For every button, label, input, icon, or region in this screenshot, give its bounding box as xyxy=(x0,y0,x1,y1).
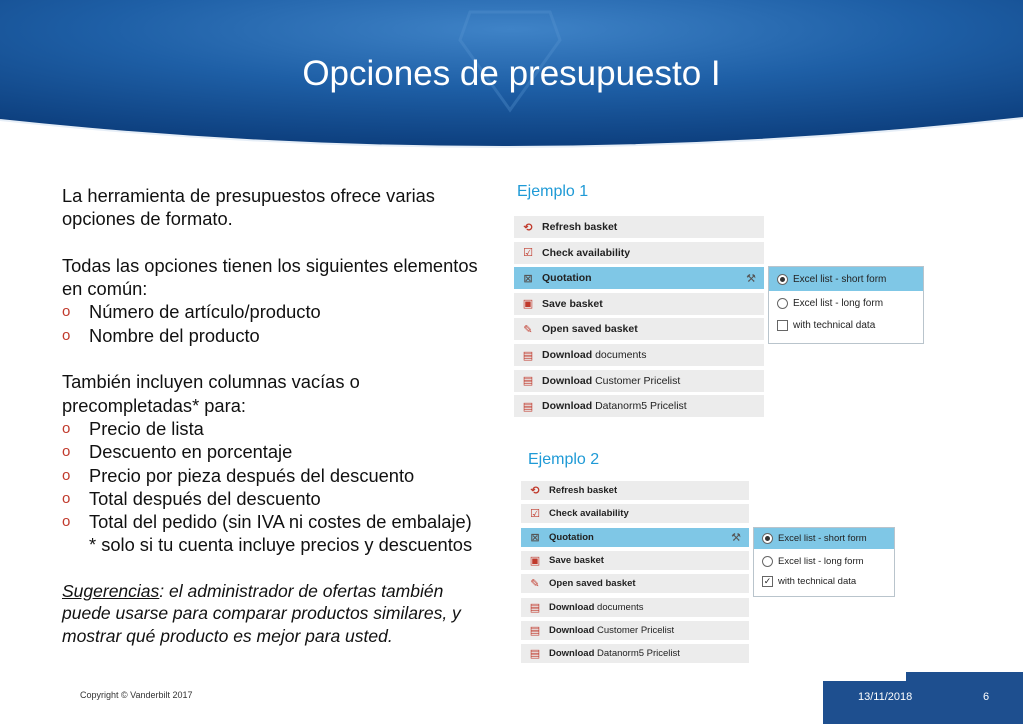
menu-item-label-suffix: documents xyxy=(594,601,644,613)
list-item: o Total del pedido (sin IVA ni costes de embalaje) xyxy=(62,511,472,533)
list-item: o Precio por pieza después del descuento xyxy=(62,464,415,486)
slide-title: Opciones de presupuesto I xyxy=(302,54,721,93)
document-icon: ▤ xyxy=(529,601,541,614)
option-label: Excel list - long form xyxy=(793,297,884,309)
slide-header xyxy=(0,0,1023,160)
quotation-icon: ⊠ xyxy=(530,531,540,544)
menu-item-download-datanorm5-pricelist[interactable] xyxy=(514,395,764,417)
radio-option[interactable] xyxy=(769,293,923,313)
menu-item-label-suffix: Datanorm5 Pricelist xyxy=(594,648,680,660)
wrench-icon: ✎ xyxy=(523,323,533,336)
example-1-label: Ejemplo 1 xyxy=(517,183,589,200)
option-label: with technical data xyxy=(778,575,857,587)
footer-bar xyxy=(823,681,1023,724)
menu-item-refresh-basket[interactable] xyxy=(521,481,749,500)
menu-item-save-basket[interactable] xyxy=(521,551,749,570)
example-1-submenu xyxy=(768,266,924,344)
tip-text: : el administrador de ofertas también puede usarse para comparar productos similares, y mostrar qué producto es mejor para usted. xyxy=(62,581,461,646)
menu-item-download-documents[interactable] xyxy=(514,344,764,366)
menu-item-label: Download xyxy=(549,648,595,660)
document-icon: ▤ xyxy=(522,349,534,362)
document-icon: ▤ xyxy=(522,400,534,413)
menu-item-quotation[interactable] xyxy=(521,528,749,547)
radio-option[interactable] xyxy=(769,267,923,291)
radio-option[interactable] xyxy=(754,528,894,549)
save-icon: ▣ xyxy=(522,298,534,311)
menu-item-check-availability[interactable] xyxy=(521,504,749,523)
radio-button-icon[interactable] xyxy=(762,533,773,544)
menu-item-label: Download xyxy=(549,601,595,613)
menu-item-label: Quotation xyxy=(549,531,594,543)
menu-item-label-suffix: Customer Pricelist xyxy=(592,374,681,387)
menu-item-label-suffix: Customer Pricelist xyxy=(594,624,675,636)
menu-item-open-saved-basket[interactable] xyxy=(514,318,764,340)
copyright: Copyright © Vanderbilt 2017 xyxy=(80,690,193,700)
menu-item-label: Download xyxy=(542,374,593,387)
footnote: * solo si tu cuenta incluye precios y descuentos xyxy=(89,534,473,556)
menu-item-label: Save basket xyxy=(549,554,604,566)
page-number: 6 xyxy=(983,691,990,703)
example-2-label: Ejemplo 2 xyxy=(528,451,600,468)
menu-item-label: Refresh basket xyxy=(549,485,618,496)
menu-item-open-saved-basket[interactable] xyxy=(521,574,749,593)
menu-item-download-datanorm5-pricelist[interactable] xyxy=(521,644,749,663)
radio-button-icon[interactable] xyxy=(762,556,773,567)
menu-item-download-documents[interactable] xyxy=(521,598,749,617)
menu-item-download-customer-pricelist[interactable] xyxy=(514,370,764,392)
option-label: Excel list - short form xyxy=(778,533,867,544)
menu-item-save-basket[interactable] xyxy=(514,293,764,315)
radio-option[interactable] xyxy=(754,552,894,570)
document-icon: ▤ xyxy=(522,375,534,388)
checkbox-option[interactable] xyxy=(754,572,894,590)
menu-item-label: Open saved basket xyxy=(549,578,636,590)
option-label: Excel list - short form xyxy=(793,273,887,285)
columns-paragraph: También incluyen columnas vacías o precompletadas* para: xyxy=(62,371,360,416)
checkbox-icon: ☑ xyxy=(523,247,533,260)
menu-item-label: Check availability xyxy=(549,508,629,520)
list-item: o Total después del descuento xyxy=(62,487,321,509)
quotation-icon: ⊠ xyxy=(523,272,533,285)
wrench-icon: ⚒ xyxy=(746,272,756,285)
radio-button-icon[interactable] xyxy=(777,298,788,309)
list-item: o Precio de lista xyxy=(62,417,204,439)
menu-item-check-availability[interactable] xyxy=(514,242,764,264)
checkbox-icon[interactable] xyxy=(777,320,788,331)
tip-label: Sugerencias xyxy=(62,581,160,602)
menu-item-label: Check availability xyxy=(542,246,631,259)
menu-item-label: Refresh basket xyxy=(542,221,618,233)
menu-item-label: Save basket xyxy=(542,297,603,310)
option-label: Excel list - long form xyxy=(778,555,864,567)
list-item: o Descuento en porcentaje xyxy=(62,441,293,463)
tip-paragraph xyxy=(62,580,492,647)
refresh-icon: ⟲ xyxy=(523,221,533,234)
checkbox-icon[interactable]: ✓ xyxy=(763,575,772,586)
common-elements-paragraph: Todas las opciones tienen los siguientes elementos en común: xyxy=(62,254,478,300)
list-item: o Nombre del producto xyxy=(62,324,260,346)
save-icon: ▣ xyxy=(529,554,541,567)
option-label: with technical data xyxy=(793,319,876,331)
footer-date: 13/11/2018 xyxy=(858,691,913,703)
menu-item-label: Quotation xyxy=(542,272,592,285)
intro-paragraph: La herramienta de presupuestos ofrece varias opciones de formato. xyxy=(62,185,435,230)
document-icon: ▤ xyxy=(529,648,541,661)
refresh-icon: ⟲ xyxy=(530,485,540,497)
example-2-submenu xyxy=(753,527,895,597)
document-icon: ▤ xyxy=(529,624,541,637)
menu-item-label: Open saved basket xyxy=(542,323,638,336)
menu-item-label: Download xyxy=(549,624,595,636)
menu-item-quotation[interactable] xyxy=(514,267,764,289)
wrench-icon: ⚒ xyxy=(731,531,741,544)
list-item: o Número de artículo/producto xyxy=(62,301,321,323)
checkbox-icon: ☑ xyxy=(530,508,540,521)
radio-button-icon[interactable] xyxy=(777,274,788,285)
menu-item-label-suffix: documents xyxy=(592,349,647,361)
menu-item-label-suffix: Datanorm5 Pricelist xyxy=(592,400,687,413)
wrench-icon: ✎ xyxy=(530,578,540,591)
checkbox-option[interactable] xyxy=(769,315,923,335)
menu-item-download-customer-pricelist[interactable] xyxy=(521,621,749,640)
menu-item-label: Download xyxy=(542,400,593,413)
menu-item-label: Download xyxy=(542,349,593,361)
menu-item-refresh-basket[interactable] xyxy=(514,216,764,238)
body-text xyxy=(62,184,492,647)
